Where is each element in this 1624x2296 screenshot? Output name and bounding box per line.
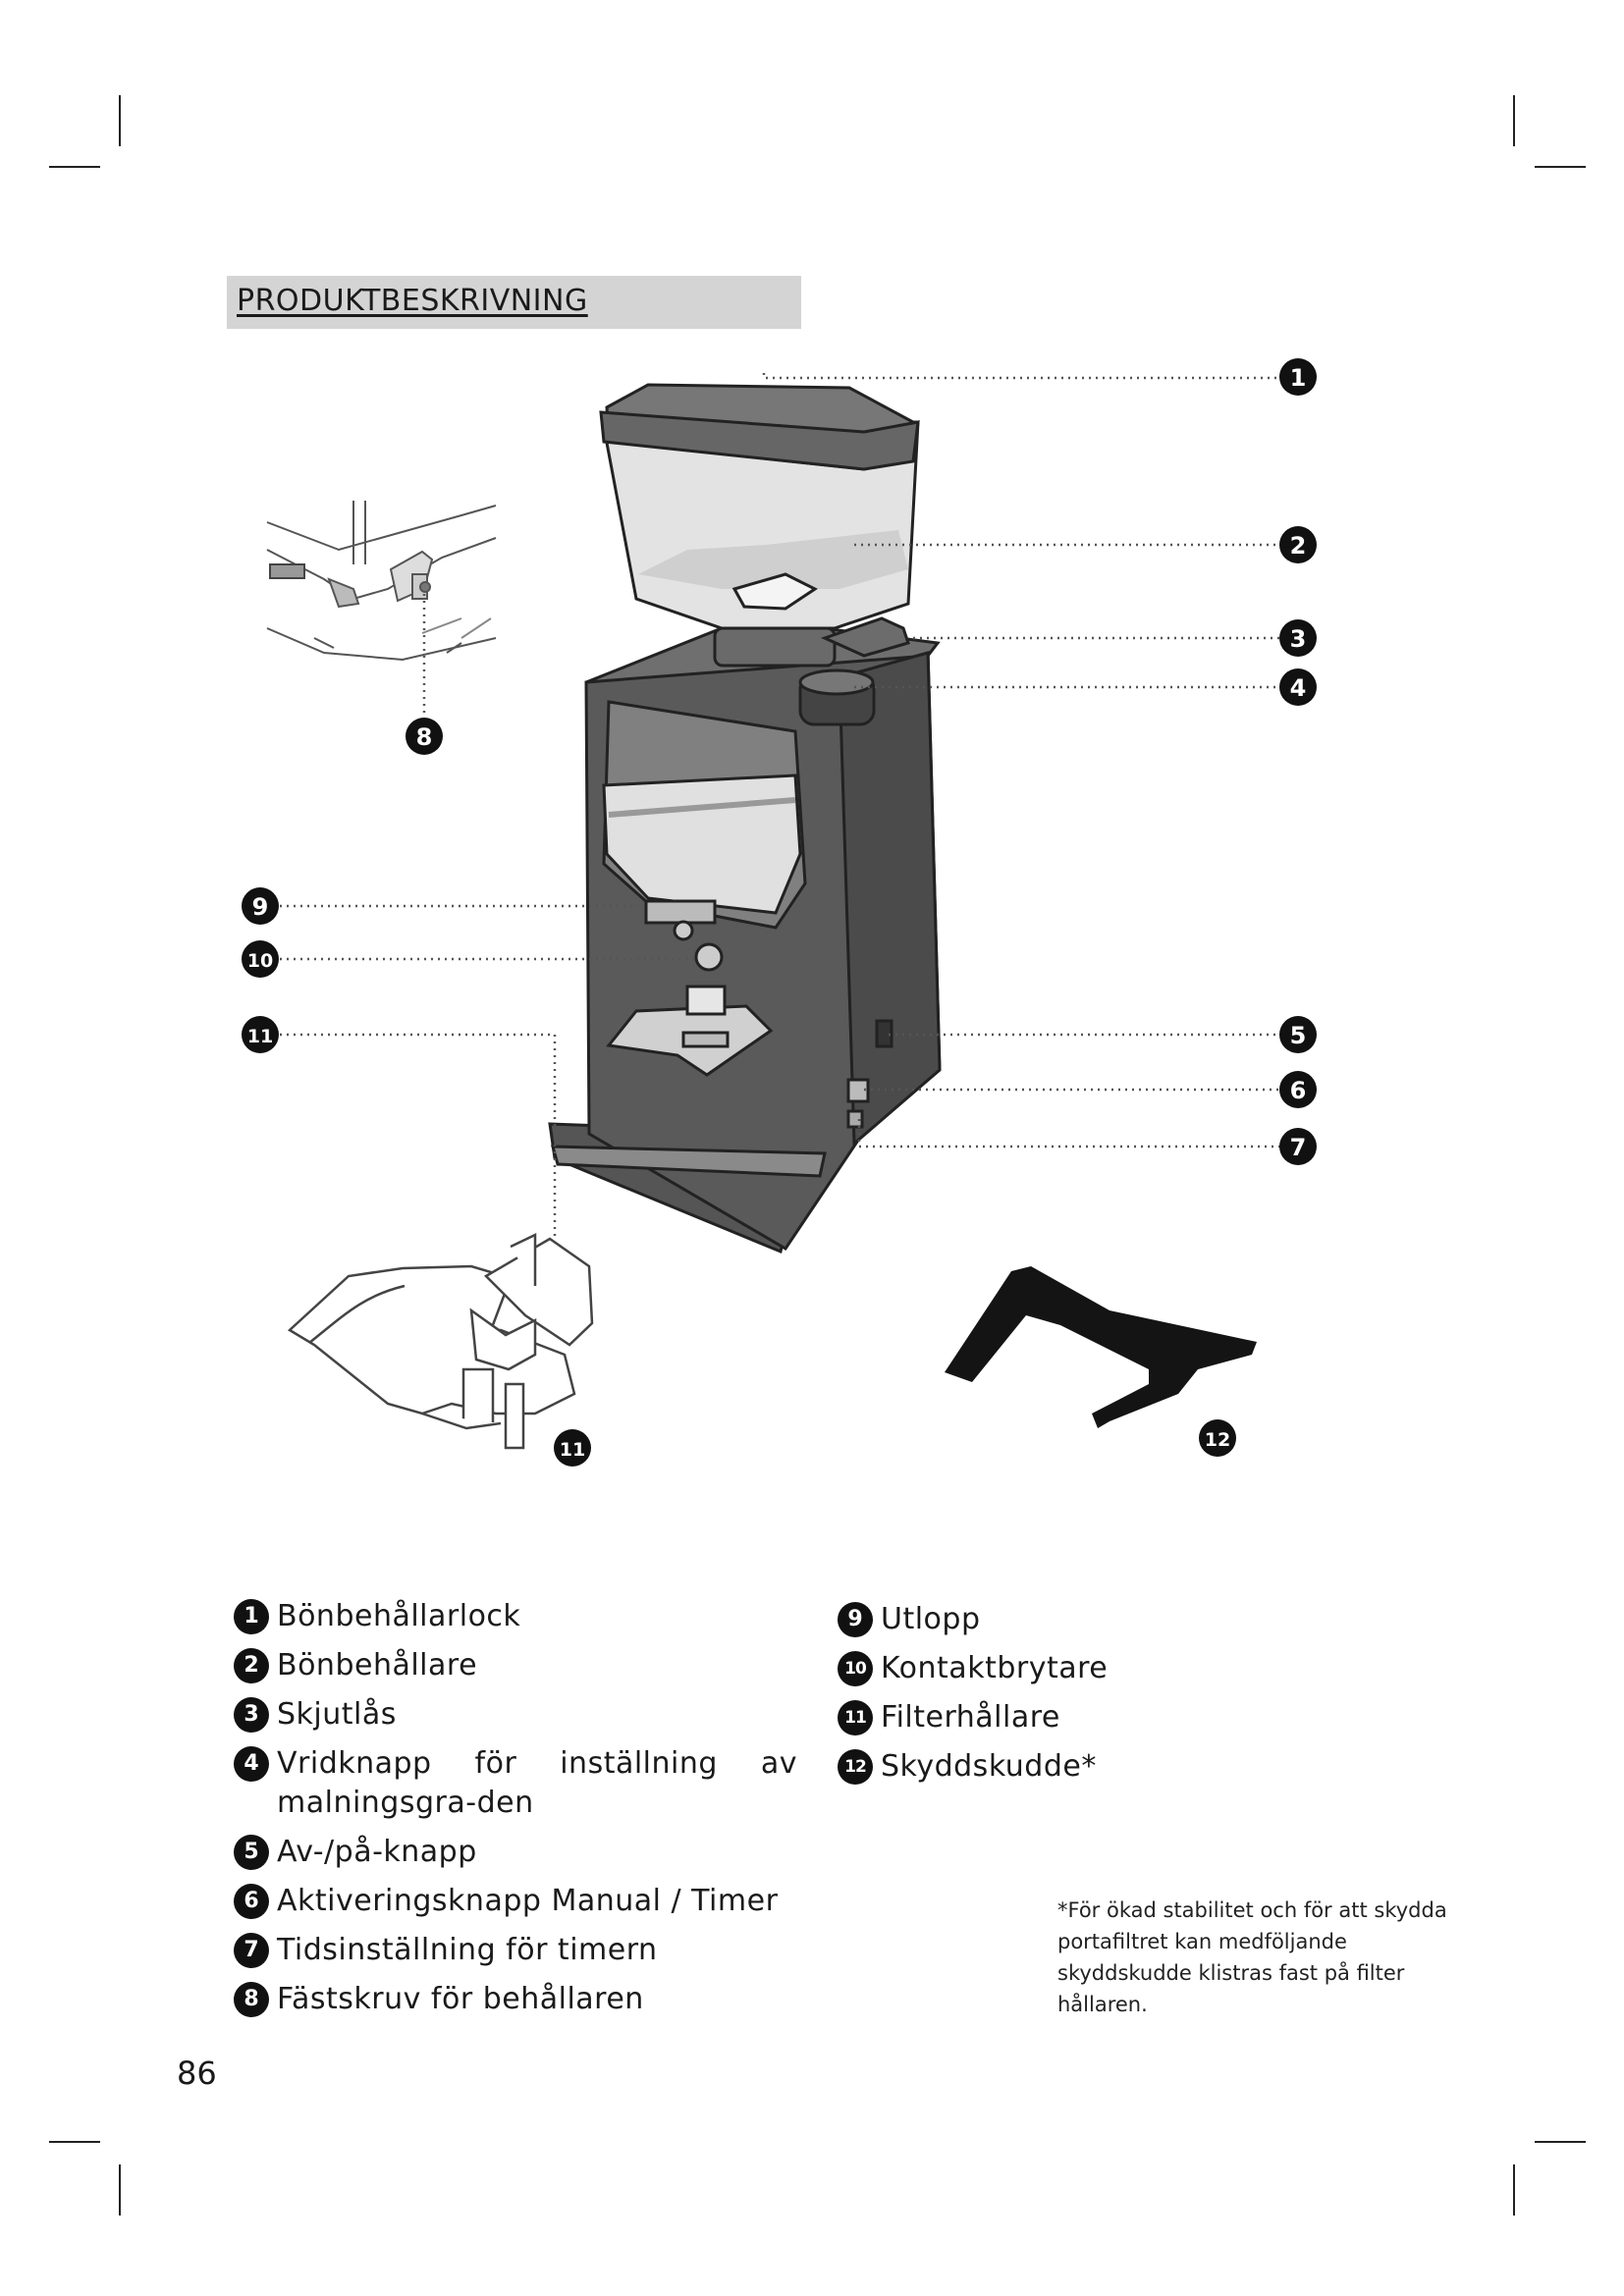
callout-5-label: 5 [1289, 1022, 1307, 1049]
legend-badge: 12 [838, 1749, 873, 1785]
callout-1 [1279, 358, 1317, 396]
legend-text: Bönbehållarlock [277, 1599, 521, 1633]
callout-10 [242, 940, 279, 978]
callout-3-label: 3 [1289, 625, 1307, 653]
legend-text: Filterhållare [881, 1700, 1060, 1735]
legend-text: Skjutlås [277, 1697, 397, 1732]
legend-left [234, 1592, 797, 2024]
callout-4 [1279, 668, 1317, 706]
callout-2 [1279, 526, 1317, 563]
legend-item-4 [234, 1744, 797, 1823]
legend-item-12 [838, 1742, 1108, 1791]
legend-text: Skyddskudde* [881, 1749, 1097, 1784]
footnote: *För ökad stabilitet och för att skydda portafiltret kan medföljande skyddskudde klistras fast på filter hållaren. [1057, 1898, 1447, 2016]
legend-text: Utlopp [881, 1602, 981, 1636]
callout-12 [1199, 1419, 1236, 1457]
callout-11-grinder [242, 1016, 279, 1053]
callout-5 [1279, 1016, 1317, 1053]
inset-container-screw-illustration [267, 501, 496, 660]
callout-2-label: 2 [1289, 532, 1307, 560]
callout-12-label: 12 [1204, 1429, 1231, 1451]
legend-badge: 10 [838, 1651, 873, 1686]
callout-8 [406, 718, 443, 755]
legend-item-2 [234, 1641, 797, 1690]
legend-text: Av-/på-knapp [277, 1835, 477, 1869]
legend-text: Tidsinställning för timern [277, 1933, 658, 1967]
legend-badge: 8 [234, 1982, 269, 2017]
grinder-illustration [550, 385, 940, 1252]
legend-item-1 [234, 1592, 797, 1641]
callout-6-label: 6 [1289, 1077, 1307, 1104]
callout-4-label: 4 [1289, 674, 1307, 702]
legend-right [838, 1595, 1108, 1791]
legend-item-8 [234, 1975, 797, 2024]
legend-badge: 3 [234, 1697, 269, 1733]
legend-badge: 11 [838, 1700, 873, 1735]
legend-badge: 1 [234, 1599, 269, 1634]
section-title: PRODUKTBESKRIVNING [237, 284, 588, 318]
callout-11b-label: 11 [559, 1439, 586, 1461]
filter-holder-illustration [290, 1235, 592, 1448]
callout-9 [242, 887, 279, 925]
page-number: 86 [177, 2055, 217, 2092]
legend-text: Kontaktbrytare [881, 1651, 1109, 1685]
callout-10-label: 10 [246, 950, 274, 972]
callout-11-separate [554, 1429, 591, 1467]
callout-7 [1279, 1128, 1317, 1165]
legend-text: Vridknapp för inställning av malningsgra-den [277, 1746, 797, 1820]
callout-3 [1279, 619, 1317, 657]
legend-badge: 5 [234, 1835, 269, 1870]
callout-7-label: 7 [1289, 1134, 1307, 1161]
callout-11-label: 11 [246, 1026, 274, 1047]
legend-text: Fästskruv för behållaren [277, 1982, 644, 2016]
callout-1-label: 1 [1289, 364, 1307, 392]
legend-badge: 4 [234, 1746, 269, 1782]
legend-badge: 9 [838, 1602, 873, 1637]
callout-9-label: 9 [251, 893, 269, 921]
legend-item-6 [234, 1877, 797, 1926]
callout-8-label: 8 [415, 723, 433, 751]
legend-item-9 [838, 1595, 1108, 1644]
legend-badge: 6 [234, 1884, 269, 1919]
protective-pad-illustration [945, 1266, 1257, 1428]
legend-text: Bönbehållare [277, 1648, 478, 1682]
callout-6 [1279, 1071, 1317, 1108]
legend-item-3 [234, 1690, 797, 1739]
legend-text: Aktiveringsknapp Manual / Timer [277, 1884, 779, 1918]
legend-item-10 [838, 1644, 1108, 1693]
legend-item-5 [234, 1828, 797, 1877]
legend-item-7 [234, 1926, 797, 1975]
legend-badge: 7 [234, 1933, 269, 1968]
legend-badge: 2 [234, 1648, 269, 1683]
legend-item-11 [838, 1693, 1108, 1742]
